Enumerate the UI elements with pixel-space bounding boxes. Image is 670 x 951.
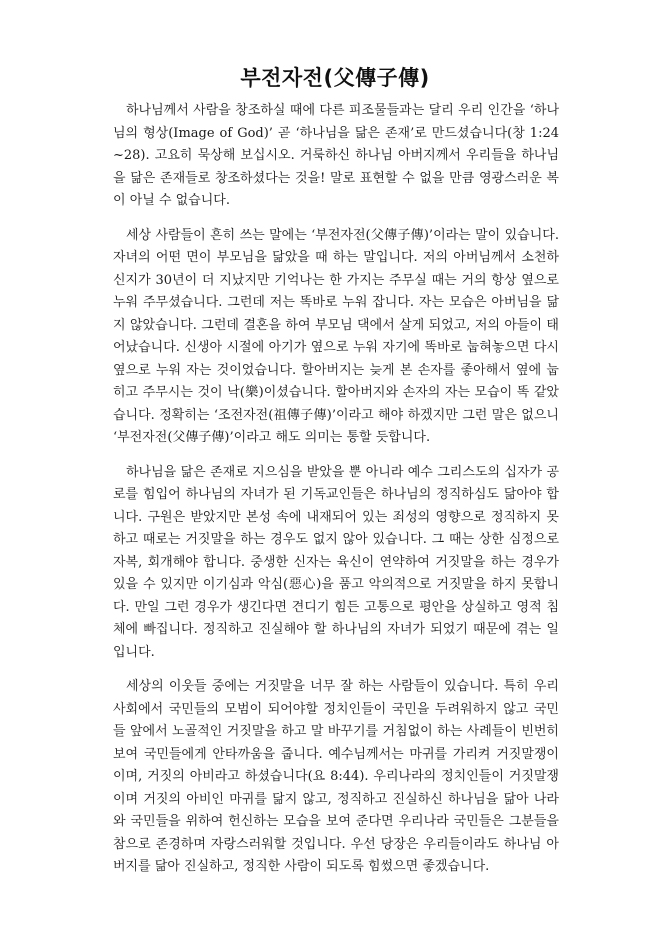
paragraph-2: 세상 사람들이 흔히 쓰는 말에는 ‘부전자전(父傳子傳)’이라는 말이 있습니다. 자녀의 어떤 면이 부모님을 닮았을 때 하는 말입니다. 저의 아버님께서 소천하신지가 30년이 더 지났지만 기억나는 한 가지는 주무실 때는 거의 항상 옆으로 누워 주무셨습니다. 그런데 저는 똑바로 누워 잡니다. 자는 모습은 아버님을 닮지 않았습니다. 그런데 결혼을 하여 부모님 댁에서 살게 되었고, 저의 아들이 태어났습니다. 신생아 시절에 아기가 옆으로 누워 자기에 똑바로 눕혀놓으면 다시 옆으로 누워 자는 것이었습니다. 할아버지는 늦게 본 손자를 좋아해서 옆에 눕히고 주무시는 것이 낙(樂)이셨습니다. 할아버지와 손자의 자는 모습이 똑 같았습니다. 정확히는 ‘조전자전(祖傳子傳)’이라고 해야 하겠지만 그런 말은 없으니 ‘부전자전(父傳子傳)’이라고 해도 의미는 통할 듯합니다. xyxy=(113,227,559,445)
document-body xyxy=(113,100,559,891)
paragraph-3: 하나님을 닮은 존재로 지으심을 받았을 뿐 아니라 예수 그리스도의 십자가 공로를 힘입어 하나님의 자녀가 된 기독교인들은 하나님의 정직하심도 닮아야 합니다. 구원은 받았지만 본성 속에 내재되어 있는 죄성의 영향으로 정직하지 못하고 때로는 거짓말을 하는 경우도 없지 않아 있습니다. 그 때는 상한 심정으로 자복, 회개해야 합니다. 중생한 신자는 육신이 연약하여 거짓말을 하는 경우가 있을 수 있지만 이기심과 악심(惡心)을 품고 악의적으로 거짓말을 하지 못합니다. 만일 그런 경우가 생긴다면 견디기 힘든 고통으로 평안을 상실하고 영적 침체에 빠집니다. 정직하고 진실해야 할 하나님의 자녀가 되었기 때문에 겪는 일입니다. xyxy=(113,464,559,660)
document-title: 부전자전(父傳子傳) xyxy=(240,66,430,90)
paragraph-4: 세상의 이웃들 중에는 거짓말을 너무 잘 하는 사람들이 있습니다. 특히 우리 사회에서 국민들의 모범이 되어야할 정치인들이 국민을 두려워하지 않고 국민들 앞에서 노골적인 거짓말을 하고 말 바꾸기를 거침없이 하는 사례들이 빈번히 보여 국민들에게 안타까움을 줍니다. 예수님께서는 마귀를 가리켜 거짓말쟁이이며, 거짓의 아비라고 하셨습니다(요 8:44). 우리나라의 정치인들이 거짓말쟁이며 거짓의 아비인 마귀를 닮지 않고, 정직하고 진실하신 하나님을 닮아 나라와 국민들을 위하여 헌신하는 모습을 보여 준다면 우리나라 국민들은 그분들을 참으로 존경하며 자랑스러워할 것입니다. 우선 당장은 우리들이라도 하나님 아버지를 닮아 진실하고, 정직한 사람이 되도록 힘썼으면 좋겠습니다. xyxy=(113,679,559,874)
paragraph-1: 하나님께서 사람을 창조하실 때에 다른 피조물들과는 달리 우리 인간을 ‘하나님의 형상(Image of God)’ 곧 ‘하나님을 닮은 존재’로 만드셨습니다(창 1:24~28). 고요히 묵상해 보십시오. 거룩하신 하나님 아버지께서 우리들을 하나님을 닮은 존재들로 창조하셨다는 것을! 말로 표현할 수 없을 만큼 영광스러운 복이 아닐 수 없습니다. xyxy=(113,103,559,208)
